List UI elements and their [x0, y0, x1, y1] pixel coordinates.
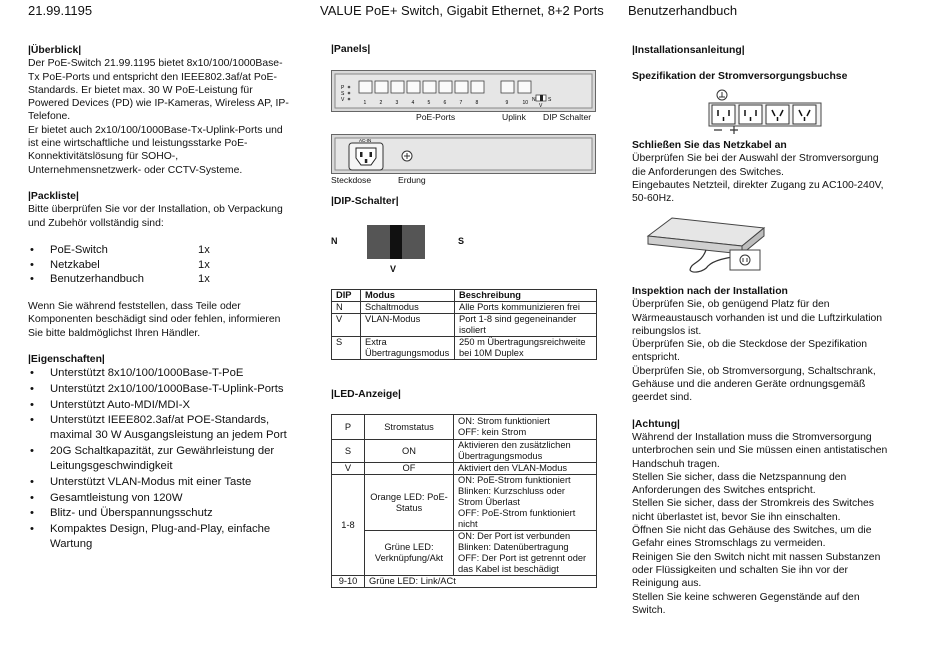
dip-heading: |DIP-Schalter|	[331, 196, 399, 207]
dip-switch-slider	[390, 225, 402, 259]
attention-text: Stellen Sie sicher, dass der Stromkreis des Switches nicht überlastet ist, bevor Sie ihn einschalten.	[632, 498, 874, 523]
caption-dip-switch: DIP Schalter	[543, 112, 592, 122]
list-item: • Blitz- und Überspannungsschutz	[28, 506, 293, 521]
table-cell: P	[332, 415, 365, 440]
led-desc-line: OFF: PoE-Strom funktioniert nicht	[458, 508, 576, 529]
product-title: VALUE PoE+ Switch, Gigabit Ethernet, 8+2 Ports	[320, 3, 604, 18]
column-left	[28, 44, 293, 553]
packlist-item-qty: 1x	[198, 273, 210, 286]
attention-text: Öffnen Sie nicht das Gehäuse des Switches, um die Gefahr eines Stromschlags zu vermeiden.	[632, 525, 872, 550]
table-cell: N	[332, 302, 361, 314]
led-heading: |LED-Anzeige|	[331, 389, 401, 400]
connect-text: Überprüfen Sie bei der Auswahl der Stromversorgung die Anforderungen des Switches.	[632, 153, 879, 178]
table-cell: V	[332, 463, 365, 475]
socket-unit	[712, 105, 735, 124]
table-row	[332, 463, 597, 475]
table-row	[332, 475, 597, 531]
caption-poe-ports: PoE-Ports	[416, 112, 456, 122]
table-row	[332, 415, 597, 440]
front-led-label: P	[341, 85, 345, 91]
dip-table	[331, 289, 597, 360]
ethernet-port	[391, 81, 404, 93]
table-cell: V	[332, 314, 361, 337]
led-desc-line: OFF: Der Port ist getrennt oder das Kabel ist beschädigt	[458, 553, 587, 574]
port-number-label: 2	[379, 100, 383, 106]
port-number-label: 3	[395, 100, 399, 106]
port-number-label: 10	[522, 100, 529, 106]
table-cell: 9-10	[332, 576, 365, 588]
table-cell: Port 1-8 sind gegeneinander isoliert	[455, 314, 597, 337]
table-cell: S	[332, 337, 361, 360]
list-item: • Kompaktes Design, Plug-and-Play, einfache Wartung	[28, 522, 293, 552]
table-cell: OF	[365, 463, 454, 475]
caption-uplink: Uplink	[502, 112, 526, 122]
led-dot	[348, 98, 351, 101]
dip-label-n: N	[532, 97, 536, 103]
list-item	[28, 243, 293, 258]
table-cell: 250 m Übertragungsreichweite bei 10M Duplex	[455, 337, 597, 360]
caption-socket: Steckdose	[331, 175, 372, 185]
features-heading: |Eigenschaften|	[28, 353, 105, 365]
socket-unit	[739, 105, 762, 124]
overview-paragraph: Der PoE-Switch 21.99.1195 bietet 8x10/100/1000Base-Tx PoE-Ports und entspricht den IEEE802.3af/at PoE-Standards. Er bietet max. 30 W PoE-Leistung für Powered Devices (PD) wie IP-Kameras, Wireless AP, IP-Telefone.	[28, 58, 289, 123]
item-number: 21.99.1195	[28, 3, 93, 18]
table-cell: S	[332, 440, 365, 463]
features-list	[28, 366, 293, 552]
attention-heading: |Achtung|	[632, 418, 680, 430]
table-cell	[454, 531, 597, 576]
table-cell: ON	[365, 440, 454, 463]
inspection-text: Überprüfen Sie, ob Stromversorgung, Schaltschrank, Gehäuse und die anderen Geräte ordnungsgemäß geerdet sind.	[632, 365, 876, 404]
port-number-label: 9	[505, 100, 509, 106]
table-row	[332, 440, 597, 463]
connect-heading: Schließen Sie das Netzkabel an	[632, 140, 787, 151]
packlist-item-qty: 1x	[198, 243, 210, 256]
ethernet-port	[423, 81, 436, 93]
ethernet-port	[455, 81, 468, 93]
attention-text: Stellen Sie sicher, dass die Netzspannung den Anforderungen des Switches entspricht.	[632, 471, 847, 497]
ethernet-port	[407, 81, 420, 93]
table-cell: VLAN-Modus	[361, 314, 455, 337]
table-row	[332, 337, 597, 360]
inspection-heading: Inspektion nach der Installation	[632, 286, 788, 297]
wall-outlet-icon	[730, 250, 760, 270]
table-row	[332, 314, 597, 337]
table-cell	[454, 475, 597, 531]
front-panel-drawing	[331, 70, 596, 112]
port-number-label: 6	[443, 100, 447, 106]
dip-label-s: S	[548, 97, 552, 103]
table-header: DIP	[332, 290, 361, 302]
table-cell: Grüne LED: Link/ACt	[365, 576, 597, 588]
ethernet-port	[518, 81, 531, 93]
panels-heading: |Panels|	[331, 44, 371, 55]
led-desc-line: ON: PoE-Strom funktioniert	[458, 475, 571, 485]
packlist-intro: Bitte überprüfen Sie vor der Installation, ob Verpackung und Zubehör vollständig sind:	[28, 204, 283, 229]
table-cell: Aktiviert den VLAN-Modus	[454, 463, 597, 475]
table-row	[332, 576, 597, 588]
table-header: Beschreibung	[455, 290, 597, 302]
ethernet-port	[501, 81, 514, 93]
dip-left-label: N	[331, 236, 338, 246]
packlist	[28, 243, 293, 287]
packlist-item-qty: 1x	[198, 258, 210, 271]
attention-text: Stellen Sie keine schweren Gegenstände auf den Switch.	[632, 591, 860, 616]
list-item: • Unterstützt VLAN-Modus mit einer Taste	[28, 475, 293, 490]
power-spec-heading: Spezifikation der Stromversorgungsbuchse	[632, 71, 848, 83]
table-cell: Orange LED: PoE-Status	[365, 475, 454, 531]
led-desc-line: OFF: kein Strom	[458, 427, 527, 437]
led-dot	[348, 86, 351, 89]
table-row	[332, 531, 597, 576]
dip-bottom-label: V	[390, 264, 397, 274]
dip-switch-slider	[540, 95, 543, 101]
front-led-label: S	[341, 91, 345, 97]
list-item	[28, 272, 293, 287]
table-cell: Aktivieren den zusätzlichen Übertragungsmodus	[454, 440, 597, 463]
list-item: • Unterstützt 8x10/100/1000Base-T-PoE	[28, 366, 293, 381]
table-row	[332, 302, 597, 314]
socket-unit	[793, 105, 816, 124]
list-item: • 20G Schaltkapazität, zur Gewährleistung der Leitungsgeschwindigkeit	[28, 444, 293, 474]
attention-text: Während der Installation muss die Stromversorgung unterbrochen sein und Sie müssen einen antistatischen Handschuh tragen.	[632, 431, 888, 470]
caption-ground: Erdung	[398, 175, 426, 185]
table-cell: Alle Ports kommunizieren frei	[455, 302, 597, 314]
table-cell	[454, 415, 597, 440]
port-number-label: 1	[363, 100, 367, 106]
list-item: • Unterstützt 2x10/100/1000Base-T-Uplink-Ports	[28, 382, 293, 397]
table-cell: Extra Übertragungsmodus	[361, 337, 455, 360]
connect-section	[632, 139, 894, 205]
packlist-item-name: Netzkabel	[50, 258, 100, 271]
list-item: • Gesamtleistung von 120W	[28, 491, 293, 506]
switch-connect-drawing	[646, 214, 766, 276]
installation-heading: |Installationsanleitung|	[632, 45, 745, 56]
table-cell: Grüne LED: Verknüpfung/Akt	[365, 531, 454, 576]
inspection-section	[632, 285, 894, 617]
dip-switch-diagram	[367, 225, 425, 259]
port-number-label: 7	[459, 100, 463, 106]
list-item	[28, 258, 293, 273]
doc-type: Benutzerhandbuch	[628, 3, 738, 18]
port-number-label: 4	[411, 100, 415, 106]
port-number-label: 5	[427, 100, 431, 106]
packlist-item-name: Benutzerhandbuch	[50, 273, 144, 286]
table-header: Modus	[361, 290, 455, 302]
inspection-text: Überprüfen Sie, ob genügend Platz für den Wärmeaustausch vorhanden ist und die Luftzirkulation reibungslos ist.	[632, 299, 883, 337]
ethernet-port	[439, 81, 452, 93]
port-number-label: 8	[475, 100, 479, 106]
packlist-item-name: PoE-Switch	[50, 243, 108, 256]
table-cell: Schaltmodus	[361, 302, 455, 314]
led-desc-line: ON: Der Port ist verbunden	[458, 531, 571, 541]
led-desc-line: Blinken: Datenübertragung	[458, 542, 569, 552]
packlist-heading: |Packliste|	[28, 190, 79, 202]
connect-text: Eingebautes Netzteil, direkter Zugang zu AC100-240V, 50-60Hz.	[632, 179, 884, 205]
dip-label-v: V	[539, 103, 543, 109]
led-desc-line: ON: Strom funktioniert	[458, 416, 550, 426]
front-led-label: V	[341, 97, 345, 103]
overview-heading: |Überblick|	[28, 45, 82, 56]
list-item: • Unterstützt IEEE802.3af/at POE-Standards, maximal 30 W Ausgangsleistung an jedem Port	[28, 413, 293, 443]
rear-panel-drawing	[331, 134, 596, 174]
inspection-text: Überprüfen Sie, ob die Steckdose der Spezifikation entspricht.	[632, 339, 868, 364]
rear-ac-label: AC-IN	[359, 138, 372, 143]
overview-paragraph: Er bietet auch 2x10/100/1000Base-Tx-Uplink-Ports und ist eine wirtschaftliche und leistungsstarke PoE-Konnektivitätslösung für SOHO-, Unternehmensnetzwerk- oder CCTV-Systeme.	[28, 124, 283, 176]
attention-text: Reinigen Sie den Switch nicht mit nassen Substanzen oder Flüssigkeiten und schalten Sie ihn vor der Reinigung aus.	[632, 551, 881, 590]
socket-unit	[766, 105, 789, 124]
led-dot	[348, 92, 351, 95]
led-desc-line: Blinken: Kurzschluss oder Strom Überlast	[458, 486, 565, 507]
dip-right-label: S	[458, 236, 465, 246]
table-cell: 1-8	[332, 475, 365, 576]
packlist-note: Wenn Sie während feststellen, dass Teile oder Komponenten beschädigt sind oder fehlen, informieren Sie bitte baldmöglichst Ihren Händler.	[28, 300, 281, 339]
led-table	[331, 414, 597, 588]
list-item: • Unterstützt Auto-MDI/MDI-X	[28, 398, 293, 413]
table-cell: Stromstatus	[365, 415, 454, 440]
power-socket-spec-drawing	[706, 88, 824, 138]
ethernet-port	[359, 81, 372, 93]
ethernet-port	[375, 81, 388, 93]
column-right	[632, 44, 894, 84]
ethernet-port	[471, 81, 484, 93]
